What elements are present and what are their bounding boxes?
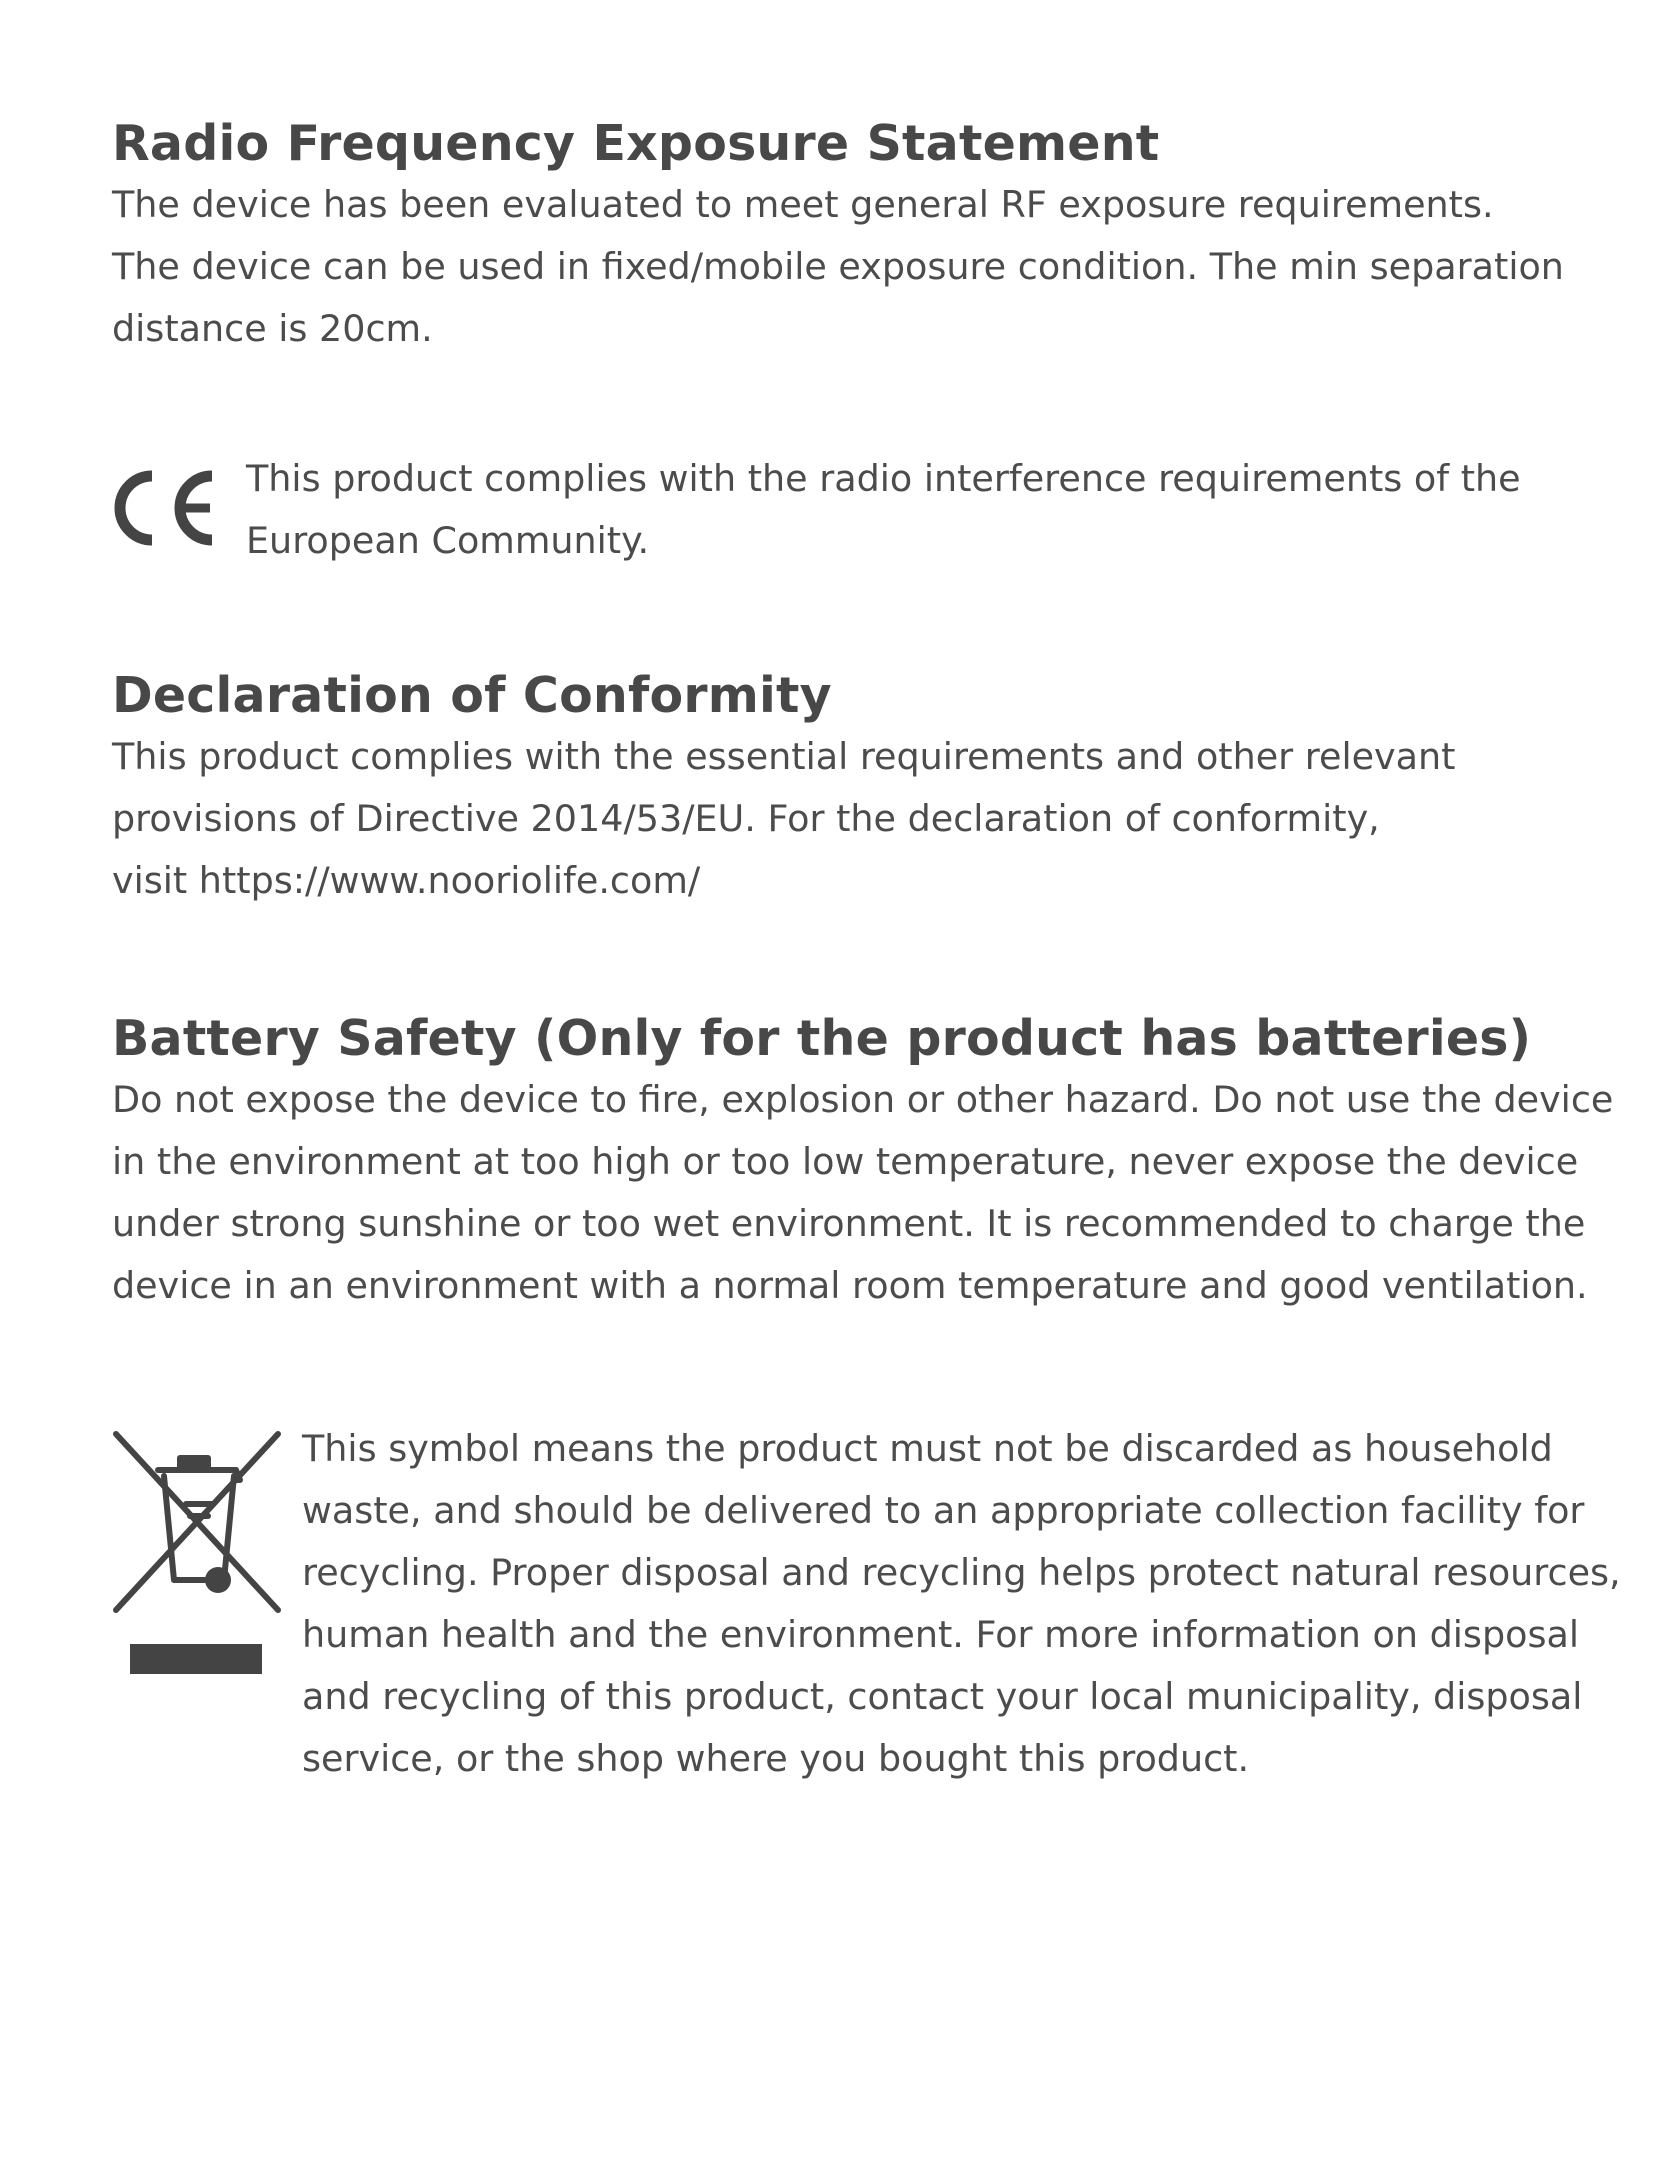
battery-safety-line: under strong sunshine or too wet environment. It is recommended to charge the	[112, 1202, 1586, 1245]
weee-line: recycling. Proper disposal and recycling helps protect natural resources,	[302, 1551, 1621, 1594]
battery-safety-body	[112, 1069, 1612, 1317]
battery-safety-section	[112, 1007, 1612, 1317]
rf-exposure-line: The device can be used in fixed/mobile exposure condition. The min separation	[112, 245, 1564, 288]
declaration-section	[112, 664, 1612, 912]
crossed-out-wheelie-bin-icon	[112, 1430, 282, 1680]
weee-line: This symbol means the product must not be discarded as household	[302, 1427, 1553, 1470]
declaration-body	[112, 726, 1612, 912]
weee-line: and recycling of this product, contact your local municipality, disposal	[302, 1675, 1583, 1718]
rf-exposure-heading: Radio Frequency Exposure Statement	[112, 115, 1160, 172]
rf-exposure-body	[112, 174, 1612, 360]
battery-safety-line: Do not expose the device to fire, explosion or other hazard. Do not use the device	[112, 1078, 1614, 1121]
rf-exposure-section	[112, 112, 1612, 360]
ce-mark-icon	[112, 468, 216, 548]
rf-exposure-line: The device has been evaluated to meet general RF exposure requirements.	[112, 183, 1494, 226]
ce-compliance-line: This product complies with the radio interference requirements of the	[246, 457, 1521, 500]
weee-line: service, or the shop where you bought this product.	[302, 1737, 1250, 1780]
weee-text	[302, 1418, 1621, 1790]
ce-compliance-text	[246, 448, 1521, 572]
declaration-line: visit https://www.nooriolife.com/	[112, 859, 701, 902]
declaration-line: This product complies with the essential requirements and other relevant	[112, 735, 1456, 778]
declaration-heading: Declaration of Conformity	[112, 667, 832, 724]
battery-safety-heading: Battery Safety (Only for the product has batteries)	[112, 1010, 1532, 1067]
declaration-line: provisions of Directive 2014/53/EU. For the declaration of conformity,	[112, 797, 1380, 840]
rf-exposure-line: distance is 20cm.	[112, 307, 433, 350]
ce-compliance-section	[112, 448, 1612, 578]
weee-line: human health and the environment. For more information on disposal	[302, 1613, 1579, 1656]
battery-safety-line: in the environment at too high or too low temperature, never expose the device	[112, 1140, 1579, 1183]
weee-line: waste, and should be delivered to an appropriate collection facility for	[302, 1489, 1585, 1532]
battery-safety-line: device in an environment with a normal room temperature and good ventilation.	[112, 1264, 1588, 1307]
ce-compliance-line: European Community.	[246, 519, 650, 562]
weee-section	[112, 1418, 1621, 1798]
